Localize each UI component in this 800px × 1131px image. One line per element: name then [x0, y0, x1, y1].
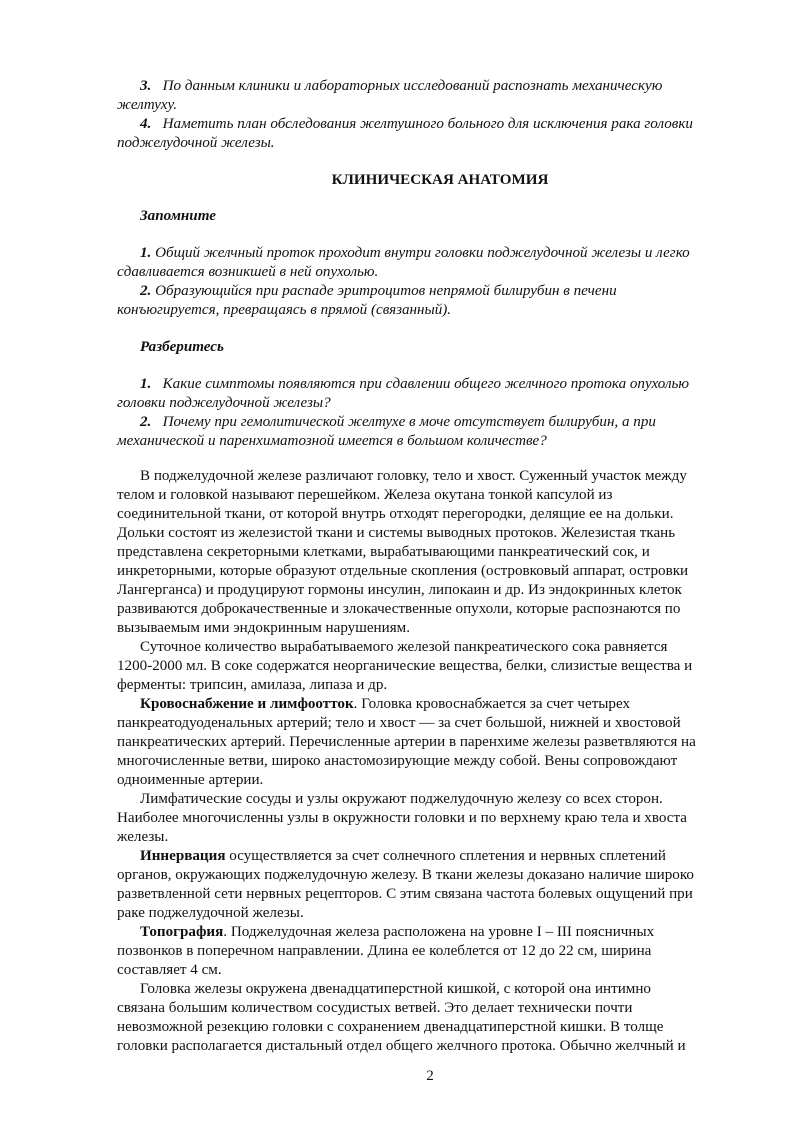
remember-heading: Запомните — [140, 208, 216, 224]
remember-item-1-line-2: сдавливается возникшей в ней опухолью. — [117, 264, 379, 280]
objective-3-line-1: 3. По данным клиники и лабораторных исследований распознать механическую — [140, 78, 663, 94]
p1-line: Лангерганса) и продуцируют гормоны инсулин, липокаин и др. Из эндокринных клеток — [117, 582, 682, 598]
section-title: КЛИНИЧЕСКАЯ АНАТОМИЯ — [331, 172, 549, 188]
p2-line: 1200-2000 мл. В соке содержатся неорганические вещества, белки, слизистые вещества и — [117, 658, 693, 674]
p6-line: Топография. Поджелудочная железа расположена на уровне I – III поясничных — [140, 924, 655, 940]
p1-line: представлена секреторными клетками, вырабатывающими панкреатический сок, и — [117, 544, 650, 560]
p5-line: разветвленной сети нервных рецепторов. С этим связана частота болевых ощущений при — [117, 886, 693, 902]
p4-line: Лимфатические сосуды и узлы окружают поджелудочную железу со всех сторон. — [140, 791, 663, 807]
p7-line: невозможной резекцию головки с сохранением двенадцатиперстной кишки. В толще — [117, 1019, 664, 1035]
understand-item-1-line-2: головки поджелудочной железы? — [117, 395, 331, 411]
p7-line: Головка железы окружена двенадцатиперстной кишкой, с которой она интимно — [140, 981, 651, 997]
p1-line: телом и головкой называют перешейком. Железа окутана тонкой капсулой из — [117, 487, 613, 503]
topography-heading: Топография — [140, 924, 224, 940]
p1-line: инкреторными, которые образуют отдельные скопления (островковый аппарат, островки — [117, 563, 689, 579]
p7-line: головки располагается дистальный отдел общего желчного протока. Обычно желчный и — [117, 1038, 686, 1054]
p3-line: многочисленные ветви, широко анастомозирующие между собой. Вены сопровождают — [117, 753, 678, 769]
p6-line: составляет 4 см. — [117, 962, 222, 978]
p5-line: раке поджелудочной железы. — [117, 905, 304, 921]
p7-line: связана большим количеством сосудистых ветвей. Это делает технически почти — [117, 1000, 633, 1016]
blood-supply-heading: Кровоснабжение и лимфоотток — [140, 696, 354, 712]
remember-item-2-line-2: конъюгируется, превращаясь в прямой (связанный). — [117, 302, 452, 318]
objective-3-line-2: желтуху. — [117, 97, 177, 113]
page-number: 2 — [426, 1068, 434, 1084]
understand-item-1-line-1: 1. Какие симптомы появляются при сдавлении общего желчного протока опухолью — [140, 376, 690, 392]
p4-line: Наиболее многочисленны узлы в окружности головки и по верхнему краю тела и хвоста — [117, 810, 687, 826]
p3-line: одноименные артерии. — [117, 772, 264, 788]
p3-line: панкреатических артерий. Перечисленные артерии в паренхиме железы разветвляются на — [117, 734, 696, 750]
p1-line: В поджелудочной железе различают головку, тело и хвост. Суженный участок между — [140, 468, 687, 484]
p5-line: органов, окружающих поджелудочную железу. В ткани железы доказано наличие широко — [117, 867, 694, 883]
p3-line: Кровоснабжение и лимфоотток. Головка кровоснабжается за счет четырех — [140, 696, 631, 712]
remember-item-2-line-1: 2. Образующийся при распаде эритроцитов непрямой билирубин в печени — [140, 283, 617, 299]
p1-line: развиваются доброкачественные и злокачественные опухоли, которые распознаются по — [117, 601, 681, 617]
objective-4-line-1: 4. Наметить план обследования желтушного больного для исключения рака головки — [140, 116, 693, 132]
innervation-heading: Иннервация — [140, 848, 226, 864]
p2-line: Суточное количество вырабатываемого железой панкреатического сока равняется — [140, 639, 668, 655]
p6-line: позвонков в поперечном направлении. Длина ее колеблется от 12 до 22 см, ширина — [117, 943, 652, 959]
p4-line: железы. — [117, 829, 169, 845]
understand-item-2-line-1: 2. Почему при гемолитической желтухе в моче отсутствует билирубин, а при — [140, 414, 656, 430]
p1-line: Дольки состоят из железистой ткани и системы выводных протоков. Железистая ткань — [117, 525, 676, 541]
objective-4-line-2: поджелудочной железы. — [117, 135, 275, 151]
p2-line: ферменты: трипсин, амилаза, липаза и др. — [117, 677, 388, 693]
understand-heading: Разберитесь — [140, 339, 224, 355]
p1-line: вызываемым ими эндокринным нарушениям. — [117, 620, 410, 636]
p1-line: соединительной ткани, от которой внутрь отходят перегородки, делящие ее на дольки. — [117, 506, 674, 522]
remember-item-1-line-1: 1. Общий желчный проток проходит внутри головки поджелудочной железы и легко — [140, 245, 690, 261]
understand-item-2-line-2: механической и паренхиматозной имеется в большом количестве? — [117, 433, 547, 449]
p5-line: Иннервация осуществляется за счет солнечного сплетения и нервных сплетений — [140, 848, 666, 864]
p3-line: панкреатодуоденальных артерий; тело и хвост — за счет большой, нижней и хвостовой — [117, 715, 681, 731]
